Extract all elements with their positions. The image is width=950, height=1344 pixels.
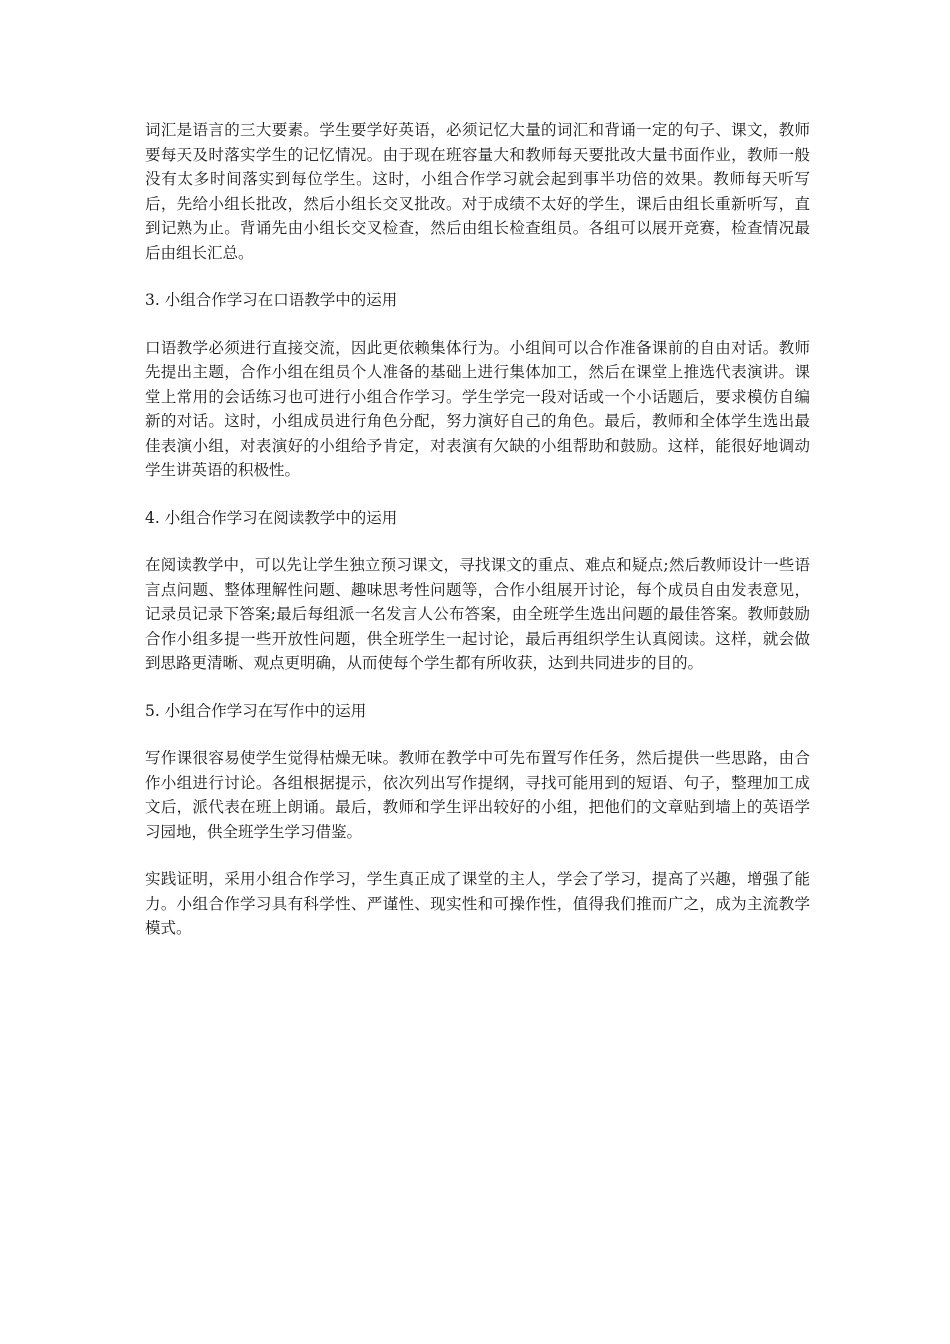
document-body	[145, 118, 810, 941]
paragraph-reading-teaching: 在阅读教学中，可以先让学生独立预习课文，寻找课文的重点、难点和疑点;然后教师设计一些语言点问题、整体理解性问题、趣味思考性问题等，合作小组展开讨论，每个成员自由发表意见，记录员记录下答案;最后每组派一名发言人公布答案，由全班学生选出问题的最佳答案。教师鼓励合作小组多提一些开放性问题，供全班学生一起讨论，最后再组织学生认真阅读。这样，就会做到思路更清晰、观点更明确，从而使每个学生都有所收获，达到共同进步的目的。	[145, 556, 810, 672]
spacer	[145, 313, 810, 336]
heading-section-5: 5. 小组合作学习在写作中的运用	[145, 701, 367, 720]
spacer	[145, 676, 810, 699]
spacer	[145, 265, 810, 288]
paragraph-vocabulary: 词汇是语言的三大要素。学生要学好英语，必须记忆大量的词汇和背诵一定的句子、课文，教师要每天及时落实学生的记忆情况。由于现在班容量大和教师每天要批改大量书面作业，教师一般没有太多时间落实到每位学生。这时，小组合作学习就会起到事半功倍的效果。教师每天听写后，先给小组长批改，然后小组长交叉批改。对于成绩不太好的学生，课后由组长重新听写，直到记熟为止。背诵先由小组长交叉检查，然后由组长检查组员。各组可以展开竞赛，检查情况最后由组长汇总。	[145, 121, 810, 262]
heading-section-4: 4. 小组合作学习在阅读教学中的运用	[145, 508, 398, 527]
spacer	[145, 723, 810, 746]
spacer	[145, 483, 810, 506]
spacer	[145, 844, 810, 867]
paragraph-oral-teaching: 口语教学必须进行直接交流，因此更依赖集体行为。小组间可以合作准备课前的自由对话。教师先提出主题，合作小组在组员个人准备的基础上进行集体加工，然后在课堂上推选代表演讲。课堂上常用的会话练习也可进行小组合作学习。学生学完一段对话或一个小话题后，要求模仿自编新的对话。这时，小组成员进行角色分配，努力演好自己的角色。最后，教师和全体学生选出最佳表演小组，对表演好的小组给予肯定，对表演有欠缺的小组帮助和鼓励。这样，能很好地调动学生讲英语的积极性。	[145, 338, 810, 479]
paragraph-writing-teaching: 写作课很容易使学生觉得枯燥无味。教师在教学中可先布置写作任务，然后提供一些思路，由合作小组进行讨论。各组根据提示，依次列出写作提纲，寻找可能用到的短语、句子，整理加工成文后，派代表在班上朗诵。最后，教师和学生评出较好的小组，把他们的文章贴到墙上的英语学习园地，供全班学生学习借鉴。	[145, 749, 810, 841]
paragraph-conclusion: 实践证明，采用小组合作学习，学生真正成了课堂的主人，学会了学习，提高了兴趣，增强了能力。小组合作学习具有科学性、严谨性、现实性和可操作性，值得我们推而广之，成为主流教学模式。	[145, 870, 810, 937]
spacer	[145, 530, 810, 553]
heading-section-3: 3. 小组合作学习在口语教学中的运用	[145, 291, 398, 309]
